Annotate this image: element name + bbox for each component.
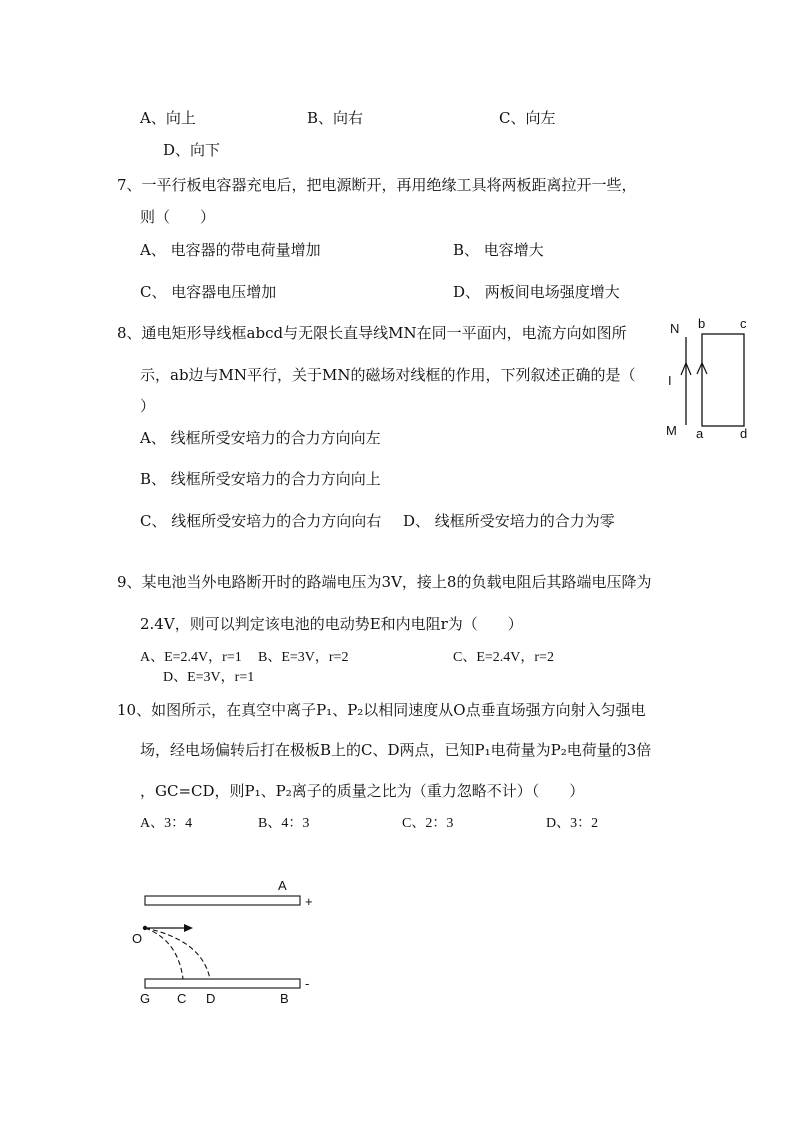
q9-option-c: C、E=2.4V，r=2 (453, 650, 554, 665)
label-d: D (206, 991, 216, 1006)
plate-a (145, 896, 300, 905)
label-n: N (670, 321, 680, 336)
q7-option-a: A、 电容器的带电荷量增加 (140, 241, 321, 259)
label-b: b (698, 316, 706, 331)
q8-option-d: D、 线框所受安培力的合力为零 (403, 512, 615, 530)
q9-stem-line2: 2.4V，则可以判定该电池的电动势E和内电阻r为（ ） (140, 615, 523, 633)
q7-stem-line1: 7、一平行板电容器充电后，把电源断开，再用绝缘工具将两板距离拉开一些， (117, 176, 637, 194)
q10-figure (130, 875, 330, 1010)
q10-stem-line1: 10、如图所示，在真空中离子P₁、P₂以相同速度从O点垂直场强方向射入匀强电 (117, 701, 646, 719)
trajectory-c (145, 928, 183, 979)
q6-option-a: A、向上 (140, 109, 196, 127)
q7-stem-line2: 则（ ） (140, 208, 216, 226)
label-c: C (177, 991, 187, 1006)
label-i: I (668, 373, 672, 388)
trajectory-d (145, 928, 210, 979)
label-plate-b: B (280, 991, 289, 1006)
q7-option-c: C、 电容器电压增加 (140, 283, 277, 301)
q8-option-b: B、 线框所受安培力的合力方向向上 (140, 470, 381, 488)
q7-option-d: D、 两板间电场强度增大 (453, 283, 620, 301)
q9-option-a: A、E=2.4V，r=1 (140, 650, 242, 665)
q6-option-d: D、向下 (163, 141, 221, 159)
arrowhead-icon (184, 924, 193, 932)
q8-figure (660, 315, 760, 445)
q9-stem-line1: 9、某电池当外电路断开时的路端电压为3V，接上8的负载电阻后其路端电压降为 (117, 573, 652, 591)
label-d: d (740, 426, 748, 441)
label-o: O (132, 931, 143, 946)
q6-option-b: B、向右 (307, 109, 364, 127)
q8-stem-line2: 示，ab边与MN平行，关于MN的磁场对线框的作用，下列叙述正确的是（ (140, 366, 636, 384)
label-plus: + (305, 894, 313, 909)
q8-stem-line1: 8、通电矩形导线框abcd与无限长直导线MN在同一平面内，电流方向如图所 (117, 324, 627, 342)
q10-stem-line2: 场，经电场偏转后打在极板B上的C、D两点，已知P₁电荷量为P₂电荷量的3倍 (140, 741, 652, 759)
label-m: M (666, 423, 677, 438)
q10-option-b: B、4：3 (258, 816, 310, 831)
label-a: a (696, 426, 704, 441)
label-c: c (740, 316, 747, 331)
q8-option-a: A、 线框所受安培力的合力方向向左 (140, 429, 381, 447)
q8-stem-line3: ） (140, 397, 156, 415)
q10-option-d: D、3：2 (546, 816, 599, 831)
q10-option-a: A、3：4 (140, 816, 193, 831)
q9-option-d: D、E=3V，r=1 (163, 670, 255, 685)
frame-abcd (702, 334, 744, 426)
q9-option-b: B、E=3V，r=2 (258, 650, 349, 665)
label-plate-a: A (278, 878, 287, 893)
plate-b (145, 979, 300, 988)
q7-option-b: B、 电容增大 (453, 241, 544, 259)
q6-option-c: C、向左 (499, 109, 556, 127)
q10-option-c: C、2：3 (402, 816, 454, 831)
q8-option-c: C、 线框所受安培力的合力方向向右 (140, 512, 382, 530)
label-g: G (140, 991, 151, 1006)
q10-stem-line3: ，GC=CD，则P₁、P₂离子的质量之比为（重力忽略不计）（ ） (140, 782, 585, 800)
label-minus: - (305, 976, 310, 991)
